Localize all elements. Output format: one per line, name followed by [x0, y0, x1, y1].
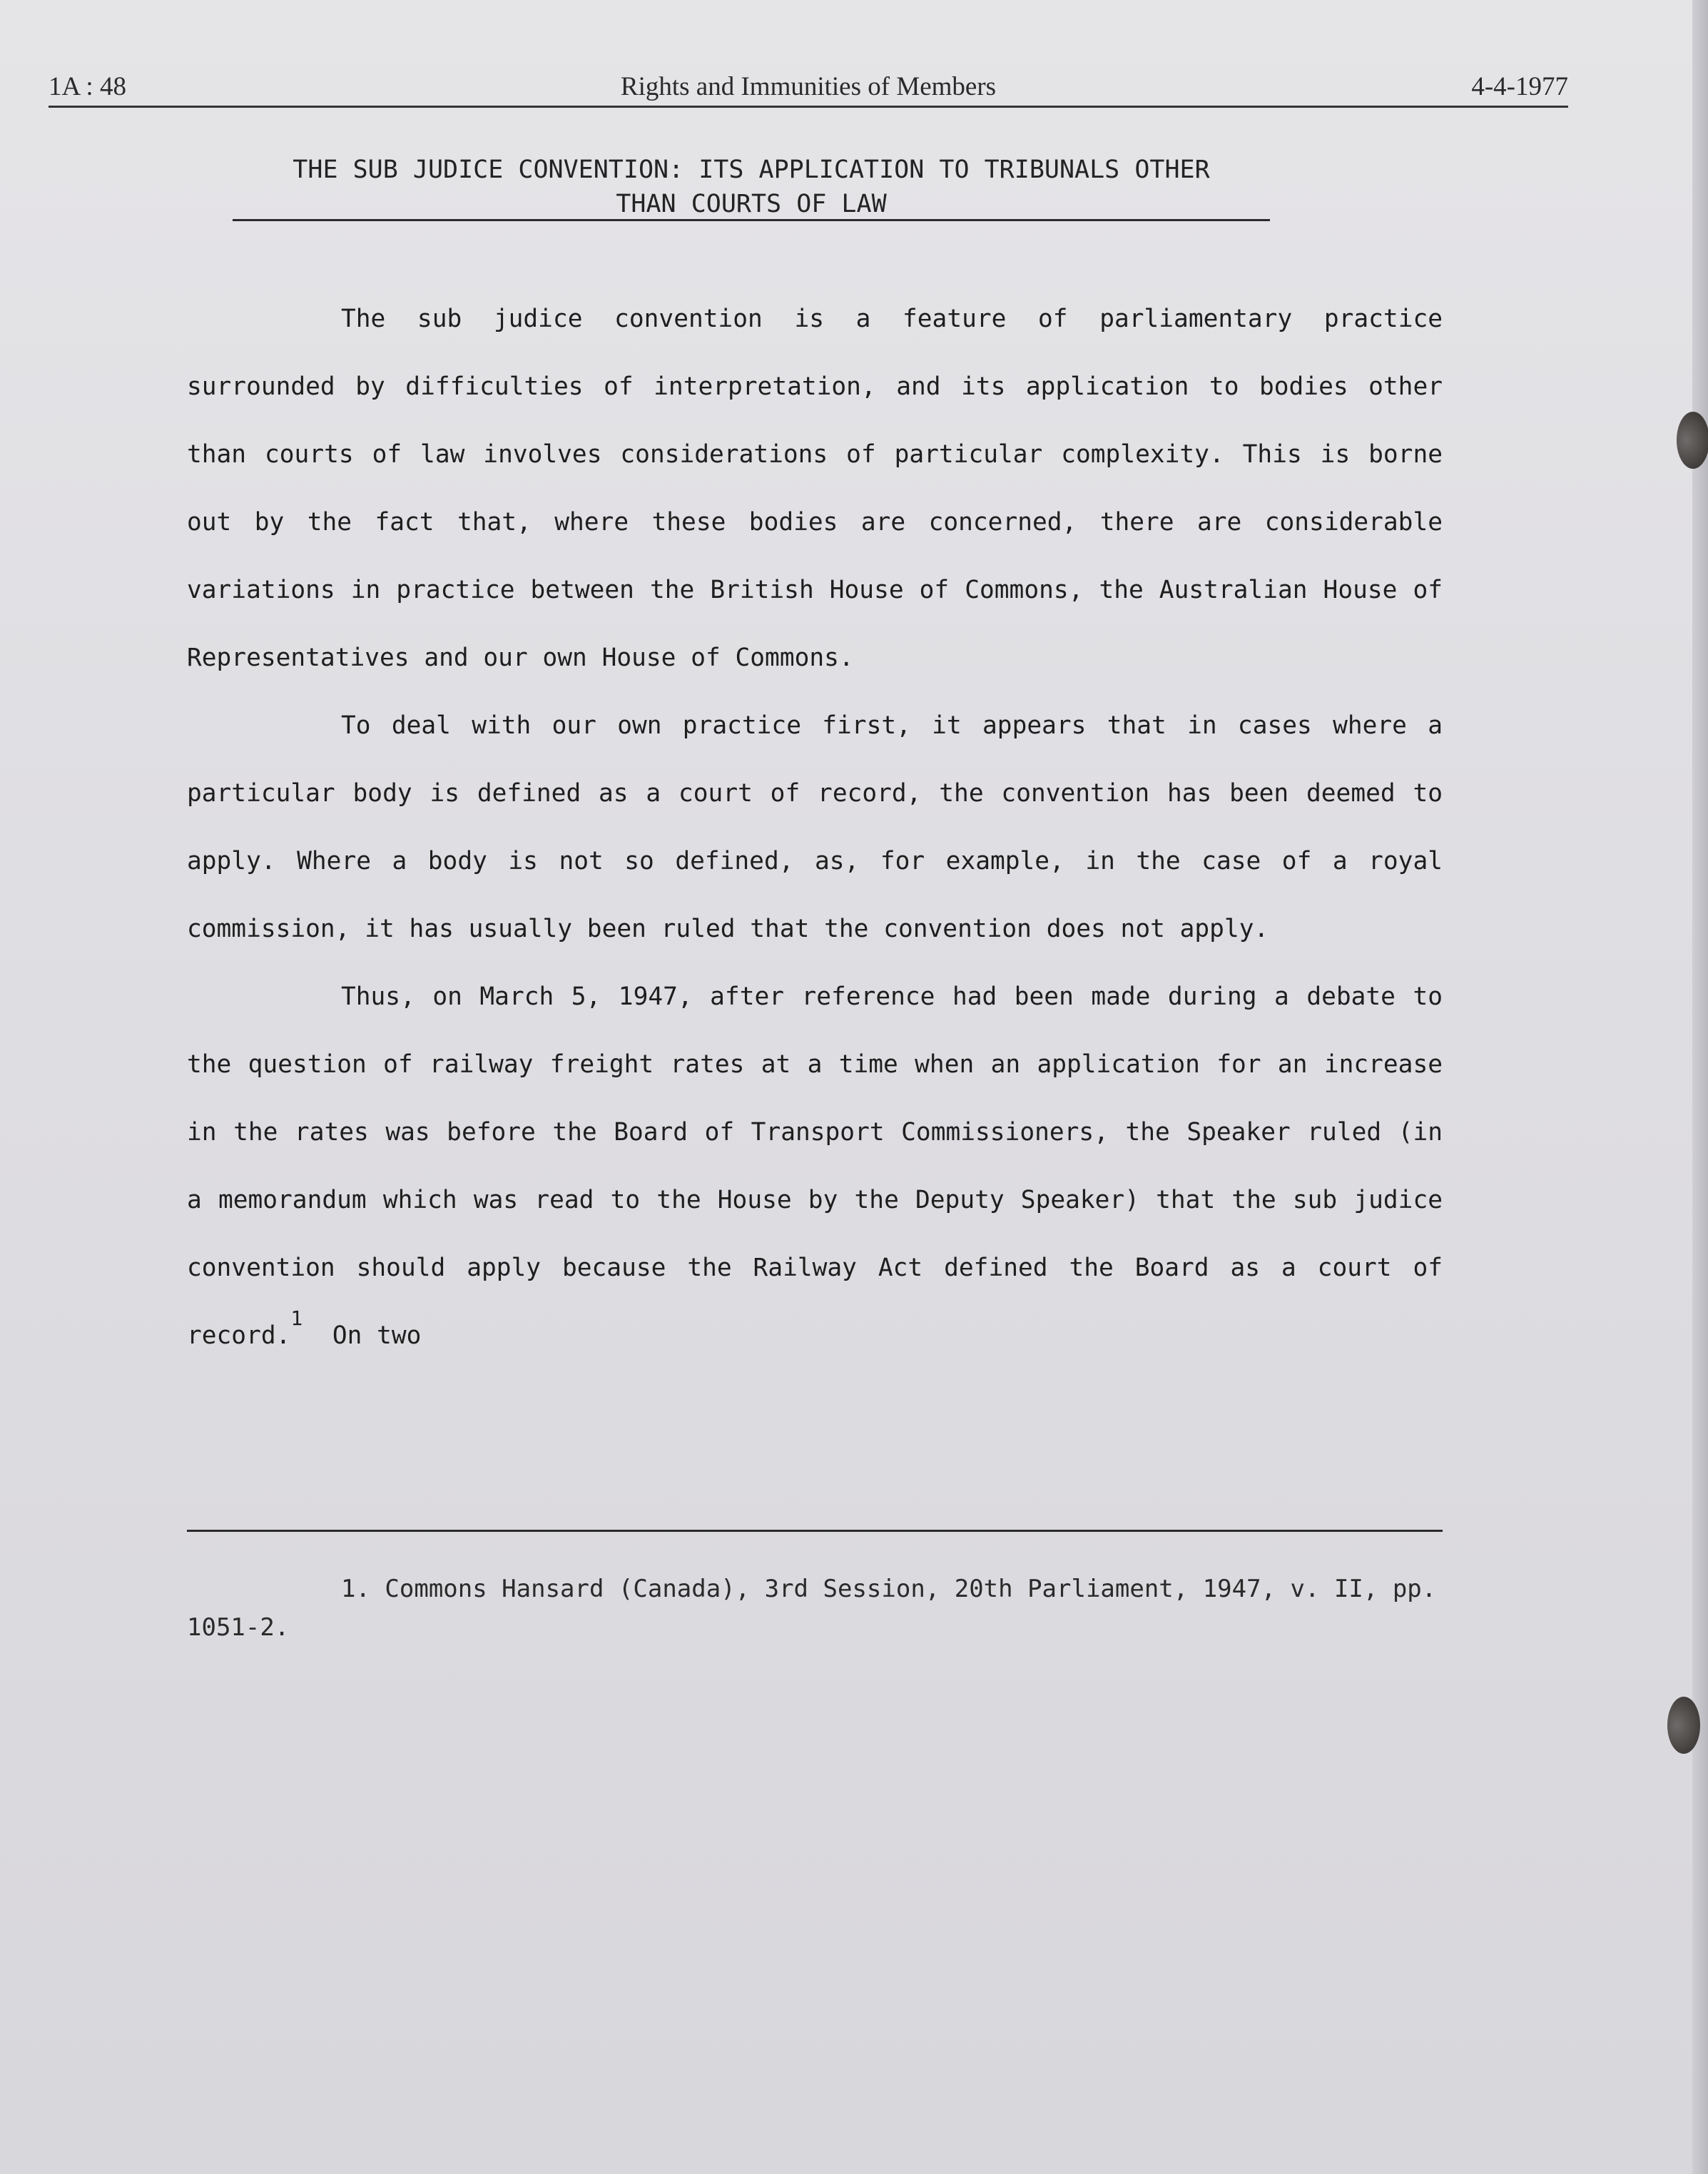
running-header — [49, 71, 1568, 104]
footnote-rule — [187, 1530, 1443, 1532]
header-rule — [49, 106, 1568, 108]
paragraph-1: The sub judice convention is a feature of parliamentary practice surrounded by difficulties of interpretation, and its application to bodies other than courts of law involves considerations of particular complexity. This is borne out by the fact that, where these bodies are concerned, there are considerable variations in practice between the British House of Commons, the Australian House of Representatives and our own House of Commons. — [187, 305, 1443, 672]
bleed-through-texture — [185, 221, 1208, 250]
paragraph-2: To deal with our own practice first, it appears that in cases where a particular body is defined as a court of record, the convention has been deemed to apply. Where a body is not so defined, as, for example, in the case of a royal commission, it has usually been ruled that the convention does not apply. — [187, 711, 1443, 943]
binder-hole-bottom — [1667, 1697, 1700, 1754]
binder-hole-top — [1677, 412, 1708, 469]
footnote-reference-1: 1 — [290, 1306, 303, 1330]
paragraph-3-tail: On two — [332, 1321, 422, 1350]
body-text — [187, 285, 1443, 1370]
section-title-line-1: THE SUB JUDICE CONVENTION: ITS APPLICATION TO TRIBUNALS OTHER — [293, 156, 1210, 184]
page-edge — [1692, 0, 1708, 2174]
page-number: 1A : 48 — [49, 72, 126, 101]
section-title — [233, 153, 1270, 221]
section-title-line-2: THAN COURTS OF LAW — [616, 190, 887, 218]
paragraph-3-text: Thus, on March 5, 1947, after reference had been made during a debate to the question of railway freight rates at a time when an application for an increase in the rates was before the Board of Transport Commissioners, the Speaker ruled (in a memorandum which was read to the House by the Deputy Speaker) that the sub judice convention should apply because the Railway Act defined the Board as a court of record. — [187, 982, 1443, 1350]
title-underline — [233, 219, 1270, 221]
running-title: Rights and Immunities of Members — [620, 72, 997, 101]
paragraph-3 — [187, 963, 1443, 1370]
footnote-1: 1. Commons Hansard (Canada), 3rd Session, 20th Parliament, 1947, v. II, pp. 1051-2. — [187, 1575, 1437, 1642]
footnotes — [187, 1570, 1443, 1647]
header-date: 4-4-1977 — [1471, 72, 1568, 101]
